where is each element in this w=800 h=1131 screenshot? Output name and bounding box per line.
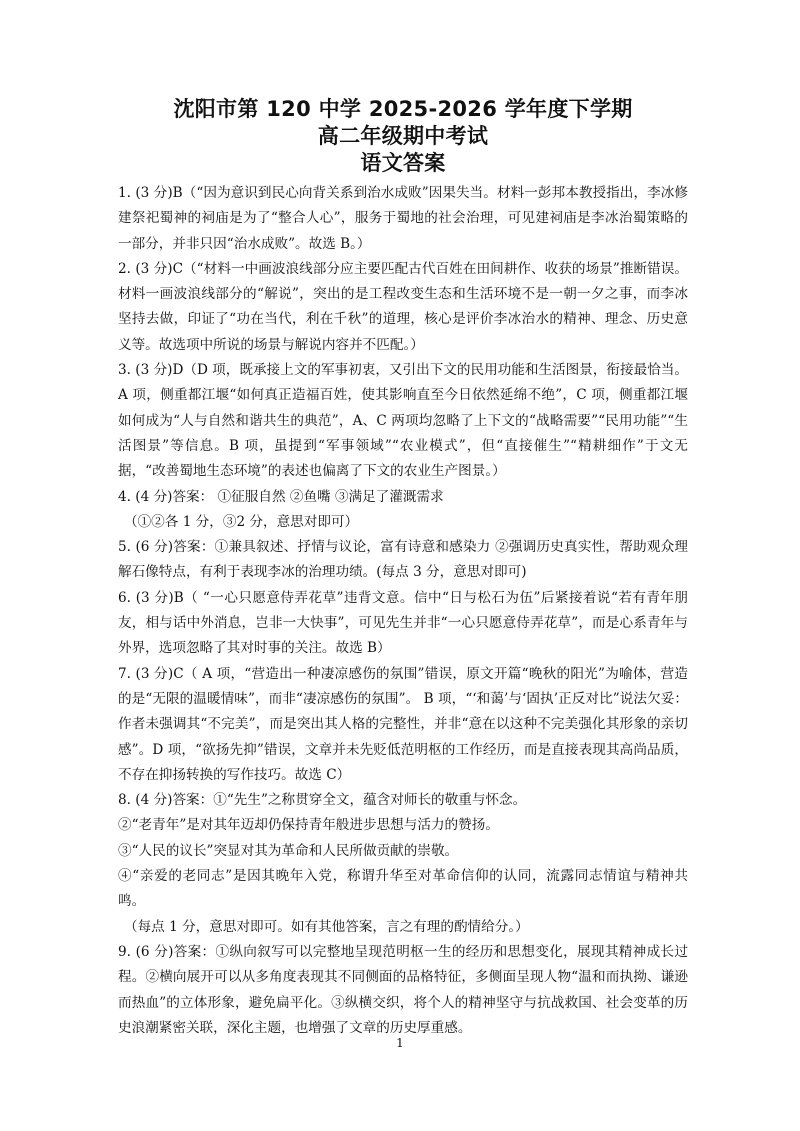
answer-q3: 3. (3 分)D（D 项，既承接上文的军事初衷，又引出下文的民用功能和生活图景，衔接最恰当。A 项，侧重都江堰“如何真正造福百姓，使其影响直至今日依然延绵不绝”，C 项，侧重都江堰如何成为“人与自然和谐共生的典范”，A、C 两项均忽略了上下文的“战略需要”“民用功能”“生活图景”等信息。B 项，虽提到“军事领域”“农业模式”，但“直接催生”“精耕细作”于文无据，“改善蜀地生态环境”的表述也偏离了下文的农业生产图景。） xyxy=(118,362,688,480)
answer-q8-point1: 8. (4 分)答案：①“先生”之称贯穿全文，蕴含对师长的敬重与怀念。 xyxy=(118,792,527,809)
document-header xyxy=(118,96,688,177)
answer-q5: 5. (6 分)答案：①兼具叙述、抒情与议论，富有诗意和感染力 ②强调历史真实性，帮助观众理解石像特点，有利于表现李冰的治理功绩。(每点 3 分，意思对即可) xyxy=(118,539,688,581)
subject-answer-title: 语文答案 xyxy=(360,151,446,175)
answer-q8-point2: ②“老青年”是对其年迈却仍保持青年般进步思想与活力的赞扬。 xyxy=(118,817,499,834)
answer-q8-scoring-note: （每点 1 分，意思对即可。如有其他答案，言之有理的酌情给分。） xyxy=(124,918,529,935)
answer-q7: 7. (3 分)C（ A 项，“营造出一种凄凉感伤的氛围”错误，原文开篇“晚秋的阳光”为喻体，营造的是“无限的温暖情味”，而非“凄凉感伤的氛围”。 B 项，“‘和蔼’与‘固执’正反对比”说法欠妥：作者未强调其“不完美”，而是突出其人格的完整性，并非“意在以这种不完美强化其形象的亲切感”。D 项，“欲扬先抑”错误，文章并未先贬低范明枢的工作经历，而是直接表现其高尚品质，不存在抑扬转换的写作技巧。故选 C） xyxy=(118,665,688,783)
answer-q9: 9. (6 分)答案：①纵向叙写可以完整地呈现范明枢一生的经历和思想变化，展现其精神成长过程。②横向展开可以从多角度表现其不同侧面的品格特征，多侧面呈现人物“温和而执拗、谦逊而热血”的立体形象，避免扁平化。③纵横交织，将个人的精神坚守与抗战救国、社会变革的历史浪潮紧密关联，深化主题，也增强了文章的历史厚重感。 xyxy=(118,943,688,1036)
answer-list xyxy=(118,181,688,1041)
answer-q1: 1. (3 分)B（“因为意识到民心向背关系到治水成败”因果失当。材料一彭邦本教授指出，李冰修建祭祀蜀神的祠庙是为了“整合人心”，服务于蜀地的社会治理，可见建祠庙是李冰治蜀策略的一部分，并非只因“治水成败”。故选 B。） xyxy=(118,185,688,252)
answer-q6: 6. (3 分)B（ “一心只愿意侍弄花草”违背文意。信中“日与松石为伍”后紧接着说“若有青年朋友，相与话中外消息，岂非一大快事”，可见先生并非“一心只愿意侍弄花草”，而是心系青年与外界，选项忽略了其对时事的关注。故选 B） xyxy=(118,589,688,657)
answer-q2: 2. (3 分)C（“材料一中画波浪线部分应主要匹配古代百姓在田间耕作、收获的场景”推断错误。材料一画波浪线部分的“解说”，突出的是工程改变生态和生活环境不是一朝一夕之事，而李冰坚持去做，印证了“功在当代，利在千秋”的道理，核心是评价李冰治水的精神、理念、历史意义等。故选项中所说的场景与解说内容并不匹配。） xyxy=(118,260,688,353)
grade-exam-title: 高二年级期中考试 xyxy=(317,124,489,148)
school-exam-title: 沈阳市第 120 中学 2025-2026 学年度下学期 xyxy=(173,97,633,121)
answer-q8-point3: ③“人民的议长”突显对其为革命和人民所做贡献的崇敬。 xyxy=(118,842,459,859)
answer-q4-scoring-note: （①②各 1 分，③2 分，意思对即可） xyxy=(124,513,359,530)
answer-q4: 4. (4 分)答案： ①征服自然 ②鱼嘴 ③满足了灌溉需求 xyxy=(118,488,444,505)
answer-q8-point4: ④“亲爱的老同志”是因其晚年入党，称谓升华至对革命信仰的认同，流露同志情谊与精神共鸣。 xyxy=(118,868,688,910)
page-number: 1 xyxy=(396,1036,404,1050)
